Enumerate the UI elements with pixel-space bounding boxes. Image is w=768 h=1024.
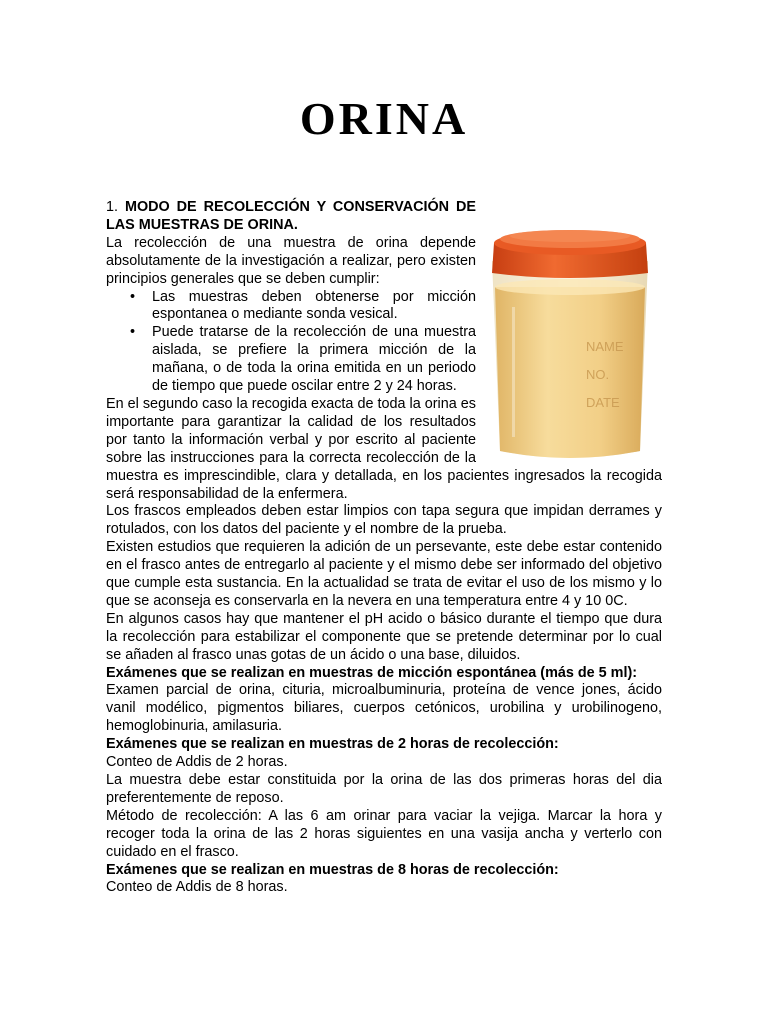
section1-heading-text: MODO DE RECOLECCIÓN Y CONSERVACIÓN DE LAS MUESTRAS DE ORINA. (106, 199, 476, 233)
document-body (106, 199, 662, 897)
list-item-text: Puede tratarse de la recolección de una muestra aislada, se prefiere la primera micción de la mañana, o de toda la orina emitida en un periodo de tiempo que puede oscilar entre 2 y 24 horas. (152, 324, 476, 395)
list-item (130, 324, 662, 396)
paragraph: En algunos casos hay que mantener el pH acido o básico durante el tiempo que dura la recolección para estabilizar el componente que se pretende determinar por lo cual se añaden al frasco unas gotas de un ácido o una base, diluidos. (106, 610, 662, 663)
paragraph: En el segundo caso la recogida exacta de toda la orina es importante para garantizar la calidad de los resultados por tanto la información verbal y por escrito al paciente sobre las instrucciones para la correcta recolección de la muestra es imprescindible, clara y detallada, en los pacientes ingresados la recogida será responsabilidad de la enfermera. (106, 395, 662, 502)
section1-intro: La recolección de una muestra de orina depende absolutamente de la investigación a realizar, pero existen principios generales que se deben cumplir: (106, 234, 476, 287)
requirements-list (106, 289, 662, 396)
exam-2h-test: Conteo de Addis de 2 horas. (106, 754, 288, 771)
bullet-icon: • (130, 324, 136, 341)
exam-8h-test: Conteo de Addis de 8 horas. (106, 879, 288, 896)
paragraph: Los frascos empleados deben estar limpios con tapa segura que impidan derrames y rotulados, con los datos del paciente y el nombre de la prueba. (106, 503, 662, 538)
bullet-icon: • (130, 288, 136, 305)
section1-number: 1. (106, 199, 119, 215)
exam-8h-heading: Exámenes que se realizan en muestras de 8 horas de recolección: (106, 861, 559, 878)
exam-spontaneous-text: Examen parcial de orina, cituria, microalbuminuria, proteína de vence jones, ácido vanil modélico, pigmentos biliares, cuerpos cetónicos, urobilina y urobilinogeno, hemoglobinuria, amilasuria. (106, 682, 662, 735)
paragraph: Existen estudios que requieren la adición de un persevante, este debe estar contenido en el frasco antes de entregarlo al paciente y el mismo debe ser informado del objetivo que cumple esta sustancia. En la actualidad se trata de evitar el uso de los mismo y lo que se aconseja es conservarla en la nevera en una temperatura entre 4 y 10 0C. (106, 539, 662, 609)
cup-label-line-1: NAME (586, 339, 624, 354)
cup-label-line-2: NO. (586, 367, 610, 382)
exam-spontaneous-heading: Exámenes que se realizan en muestras de micción espontánea (más de 5 ml): (106, 664, 638, 681)
exam-2h-method: Método de recolección: A las 6 am orinar para vaciar la vejiga. Marcar la hora y recoger toda la orina de las 2 horas siguientes en una vasija ancha y verterlo con cuidado en el frasco. (106, 807, 662, 860)
list-item (130, 288, 662, 325)
exam-2h-sample: La muestra debe estar constituida por la orina de las dos primeras horas del dia preferentemente de reposo. (106, 772, 662, 806)
cup-label-line-3: DATE (586, 395, 620, 410)
document-title: ORINA (299, 93, 469, 144)
exam-2h-heading: Exámenes que se realizan en muestras de 2 horas de recolección: (106, 736, 559, 753)
list-item-text: Las muestras deben obtenerse por micción espontanea o mediante sonda vesical. (152, 288, 476, 323)
